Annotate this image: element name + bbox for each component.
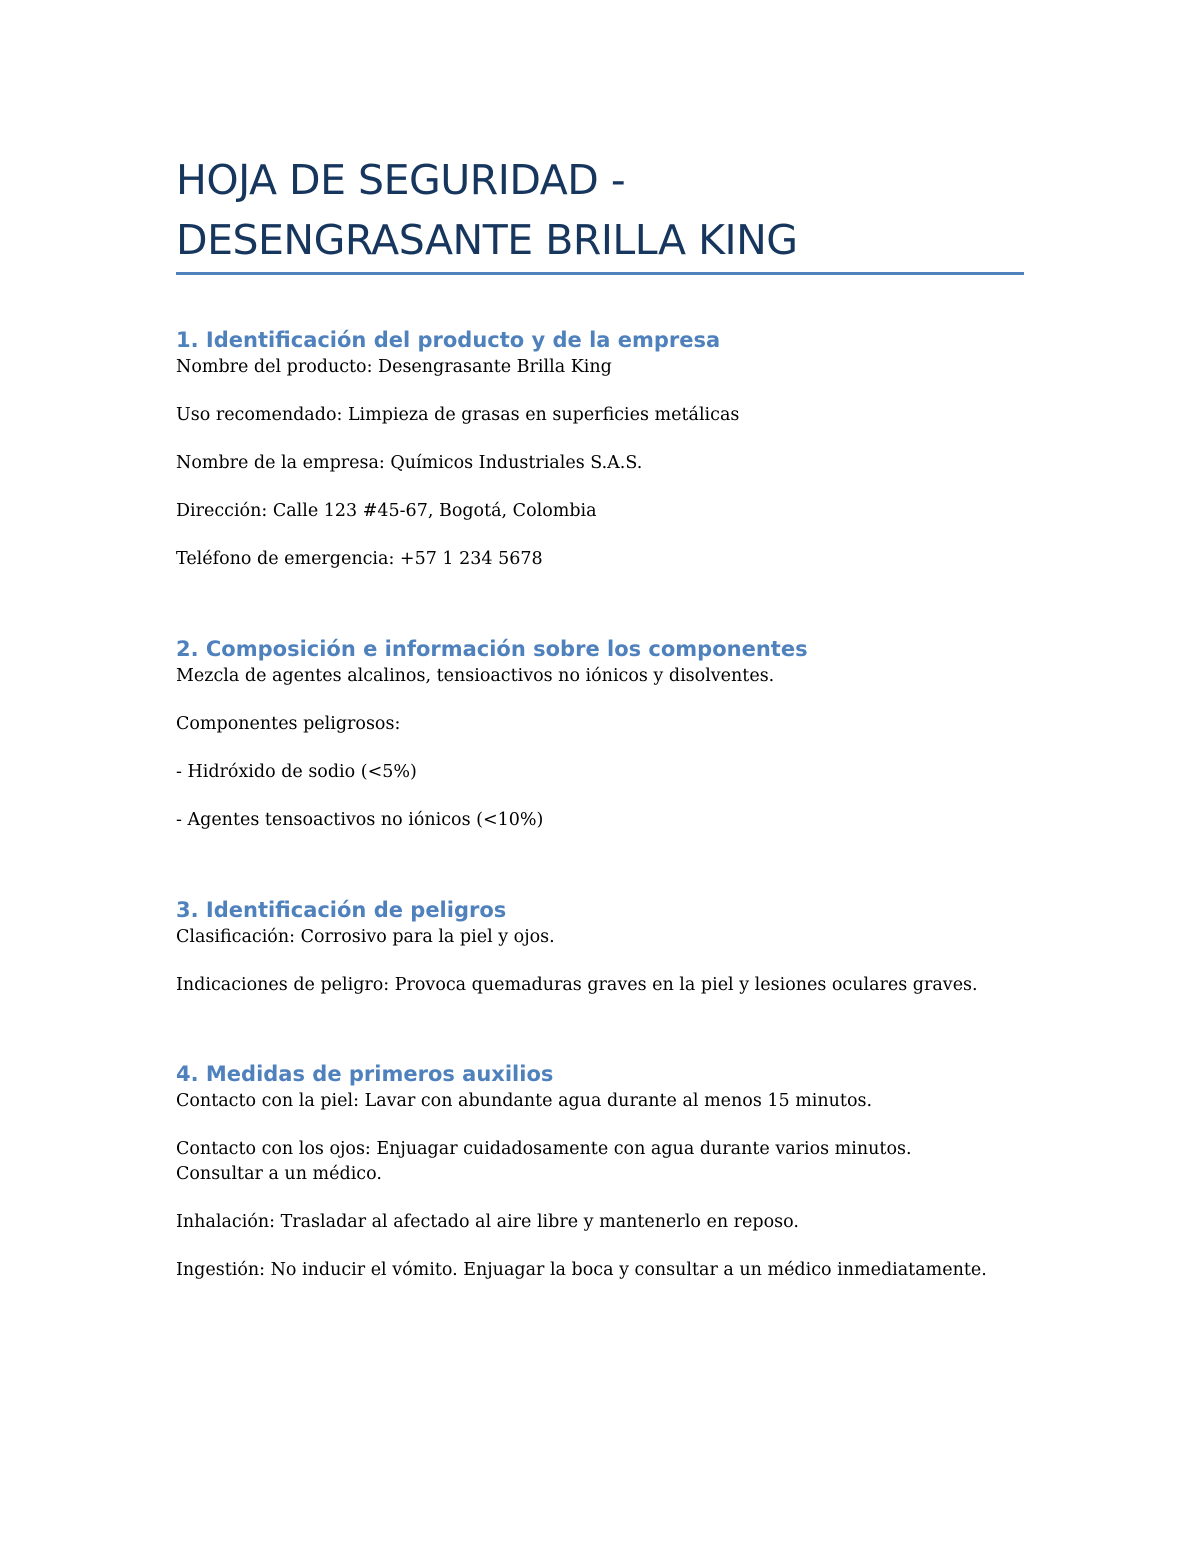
paragraph-hazardous-components: Componentes peligrosos:: [176, 714, 401, 734]
section-first-aid: [176, 1059, 1036, 1306]
paragraph-hazard-statements: Indicaciones de peligro: Provoca quemaduras graves en la piel y lesiones oculares graves.: [176, 975, 978, 995]
paragraph-mixture: Mezcla de agentes alcalinos, tensioactivos no iónicos y disolventes.: [176, 666, 775, 686]
paragraph-address: Dirección: Calle 123 #45-67, Bogotá, Colombia: [176, 501, 597, 521]
title-line-1: HOJA DE SEGURIDAD -: [176, 156, 626, 204]
section-hazard-identification: [176, 895, 1036, 1021]
paragraph-classification: Clasificación: Corrosivo para la piel y ojos.: [176, 927, 555, 947]
paragraph-eye-contact: Contacto con los ojos: Enjuagar cuidadosamente con agua durante varios minutos. Consultar a un médico.: [176, 1139, 912, 1184]
section-heading: 1. Identificación del producto y de la empresa: [176, 328, 721, 352]
section-heading: 4. Medidas de primeros auxilios: [176, 1062, 554, 1086]
paragraph-recommended-use: Uso recomendado: Limpieza de grasas en superficies metálicas: [176, 405, 740, 425]
paragraph-company-name: Nombre de la empresa: Químicos Industriales S.A.S.: [176, 453, 643, 473]
list-item-surfactants: - Agentes tensoactivos no iónicos (<10%): [176, 810, 544, 830]
paragraph-inhalation: Inhalación: Trasladar al afectado al aire libre y mantenerlo en reposo.: [176, 1212, 799, 1232]
title-line-2: DESENGRASANTE BRILLA KING: [176, 216, 798, 264]
section-composition: [176, 634, 1036, 856]
section-heading: 2. Composición e información sobre los componentes: [176, 637, 808, 661]
paragraph-emergency-phone: Teléfono de emergencia: +57 1 234 5678: [176, 549, 543, 569]
section-product-identification: [176, 325, 1036, 595]
list-item-sodium-hydroxide: - Hidróxido de sodio (<5%): [176, 762, 417, 782]
paragraph-product-name: Nombre del producto: Desengrasante Brilla King: [176, 357, 612, 377]
paragraph-skin-contact: Contacto con la piel: Lavar con abundante agua durante al menos 15 minutos.: [176, 1091, 873, 1111]
title-underline-rule: [176, 272, 1024, 275]
document-title: [176, 150, 1024, 270]
section-heading: 3. Identificación de peligros: [176, 898, 507, 922]
paragraph-ingestion: Ingestión: No inducir el vómito. Enjuagar la boca y consultar a un médico inmediatamente.: [176, 1260, 987, 1280]
